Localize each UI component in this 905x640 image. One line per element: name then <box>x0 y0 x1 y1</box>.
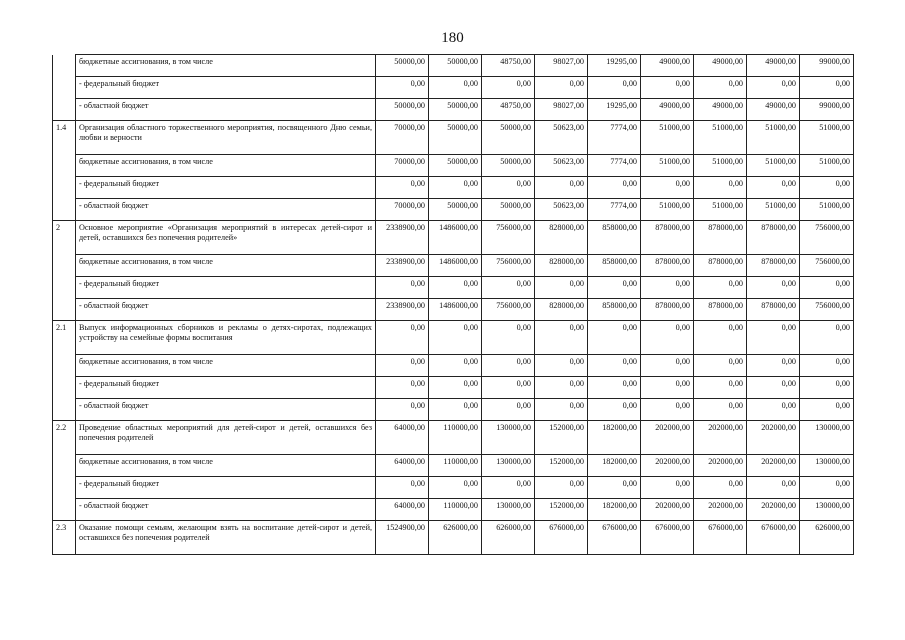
row-value: 676000,00 <box>747 521 800 555</box>
table-row <box>53 521 854 555</box>
row-value: 202000,00 <box>694 455 747 477</box>
budget-table-body <box>53 55 854 555</box>
row-value: 7774,00 <box>588 155 641 177</box>
row-code <box>53 477 76 499</box>
row-value: 878000,00 <box>694 299 747 321</box>
row-value: 0,00 <box>588 477 641 499</box>
row-description: бюджетные ассигнования, в том числе <box>76 155 376 177</box>
row-value: 0,00 <box>535 355 588 377</box>
row-value: 0,00 <box>747 355 800 377</box>
row-value: 202000,00 <box>747 455 800 477</box>
table-row <box>53 321 854 355</box>
row-value: 756000,00 <box>482 221 535 255</box>
row-value: 0,00 <box>694 77 747 99</box>
row-value: 182000,00 <box>588 455 641 477</box>
row-description: - областной бюджет <box>76 499 376 521</box>
row-value: 202000,00 <box>747 499 800 521</box>
table-row <box>53 455 854 477</box>
row-description: бюджетные ассигнования, в том числе <box>76 55 376 77</box>
row-code: 2.2 <box>53 421 76 455</box>
row-value: 0,00 <box>482 399 535 421</box>
row-value: 0,00 <box>800 355 854 377</box>
table-row <box>53 499 854 521</box>
row-value: 0,00 <box>482 355 535 377</box>
row-value: 0,00 <box>800 399 854 421</box>
row-value: 51000,00 <box>800 155 854 177</box>
row-value: 0,00 <box>376 321 429 355</box>
row-value: 828000,00 <box>535 255 588 277</box>
row-value: 49000,00 <box>747 99 800 121</box>
row-value: 0,00 <box>429 277 482 299</box>
row-value: 858000,00 <box>588 255 641 277</box>
row-value: 0,00 <box>429 377 482 399</box>
row-code <box>53 399 76 421</box>
row-value: 0,00 <box>376 277 429 299</box>
row-value: 0,00 <box>429 355 482 377</box>
row-value: 70000,00 <box>376 121 429 155</box>
row-value: 0,00 <box>641 477 694 499</box>
row-value: 0,00 <box>800 77 854 99</box>
row-value: 0,00 <box>588 321 641 355</box>
row-value: 0,00 <box>641 399 694 421</box>
row-value: 0,00 <box>800 477 854 499</box>
row-description: Выпуск информационных сборников и рекламы о детях-сиротах, подлежащих устройству на семейные формы воспитания <box>76 321 376 355</box>
row-code <box>53 455 76 477</box>
table-row <box>53 221 854 255</box>
row-value: 51000,00 <box>800 121 854 155</box>
row-description: - областной бюджет <box>76 199 376 221</box>
row-value: 202000,00 <box>747 421 800 455</box>
row-value: 19295,00 <box>588 55 641 77</box>
row-code: 2 <box>53 221 76 255</box>
row-value: 50000,00 <box>429 199 482 221</box>
row-value: 0,00 <box>747 277 800 299</box>
row-value: 0,00 <box>694 355 747 377</box>
row-value: 51000,00 <box>641 199 694 221</box>
row-value: 756000,00 <box>800 299 854 321</box>
row-value: 0,00 <box>535 399 588 421</box>
row-value: 0,00 <box>641 277 694 299</box>
row-value: 0,00 <box>535 477 588 499</box>
row-value: 202000,00 <box>641 455 694 477</box>
row-value: 130000,00 <box>800 421 854 455</box>
row-code <box>53 355 76 377</box>
row-value: 878000,00 <box>641 221 694 255</box>
row-value: 0,00 <box>800 277 854 299</box>
row-value: 50623,00 <box>535 121 588 155</box>
row-code: 1.4 <box>53 121 76 155</box>
row-value: 0,00 <box>694 377 747 399</box>
row-value: 64000,00 <box>376 499 429 521</box>
row-description: - областной бюджет <box>76 399 376 421</box>
row-code <box>53 277 76 299</box>
row-value: 51000,00 <box>694 199 747 221</box>
row-value: 828000,00 <box>535 221 588 255</box>
row-value: 110000,00 <box>429 421 482 455</box>
row-value: 130000,00 <box>482 455 535 477</box>
table-row <box>53 99 854 121</box>
row-value: 0,00 <box>376 177 429 199</box>
row-value: 50000,00 <box>429 155 482 177</box>
row-value: 0,00 <box>376 355 429 377</box>
row-value: 676000,00 <box>694 521 747 555</box>
row-value: 2338900,00 <box>376 255 429 277</box>
row-value: 2338900,00 <box>376 221 429 255</box>
row-value: 0,00 <box>482 477 535 499</box>
row-value: 0,00 <box>641 77 694 99</box>
row-code <box>53 255 76 277</box>
row-value: 676000,00 <box>641 521 694 555</box>
row-description: - федеральный бюджет <box>76 77 376 99</box>
row-value: 0,00 <box>588 277 641 299</box>
budget-table <box>52 54 854 555</box>
row-value: 49000,00 <box>694 55 747 77</box>
row-description: - федеральный бюджет <box>76 177 376 199</box>
row-value: 0,00 <box>800 321 854 355</box>
row-value: 0,00 <box>747 177 800 199</box>
row-value: 878000,00 <box>747 299 800 321</box>
row-value: 1486000,00 <box>429 221 482 255</box>
row-value: 202000,00 <box>694 421 747 455</box>
row-value: 828000,00 <box>535 299 588 321</box>
row-description: - федеральный бюджет <box>76 377 376 399</box>
row-description: Организация областного торжественного мероприятия, посвященного Дню семьи, любви и верности <box>76 121 376 155</box>
table-row <box>53 355 854 377</box>
row-description: - областной бюджет <box>76 299 376 321</box>
table-row <box>53 299 854 321</box>
row-value: 182000,00 <box>588 421 641 455</box>
row-value: 0,00 <box>694 321 747 355</box>
row-value: 0,00 <box>376 77 429 99</box>
row-value: 626000,00 <box>800 521 854 555</box>
row-code <box>53 55 76 77</box>
row-value: 51000,00 <box>800 199 854 221</box>
row-value: 50000,00 <box>376 55 429 77</box>
row-value: 49000,00 <box>747 55 800 77</box>
row-value: 858000,00 <box>588 221 641 255</box>
row-value: 0,00 <box>429 399 482 421</box>
row-code <box>53 77 76 99</box>
row-value: 878000,00 <box>694 255 747 277</box>
row-value: 130000,00 <box>482 421 535 455</box>
row-value: 0,00 <box>482 277 535 299</box>
row-value: 152000,00 <box>535 421 588 455</box>
row-description: Основное мероприятие «Организация мероприятий в интересах детей-сирот и детей, оставшихся без попечения родителей» <box>76 221 376 255</box>
row-value: 0,00 <box>588 399 641 421</box>
row-value: 50000,00 <box>376 99 429 121</box>
row-value: 1524900,00 <box>376 521 429 555</box>
row-value: 49000,00 <box>694 99 747 121</box>
table-row <box>53 421 854 455</box>
row-value: 878000,00 <box>641 255 694 277</box>
row-code: 2.3 <box>53 521 76 555</box>
row-value: 0,00 <box>482 77 535 99</box>
row-value: 0,00 <box>588 355 641 377</box>
row-value: 70000,00 <box>376 155 429 177</box>
row-value: 51000,00 <box>641 155 694 177</box>
table-row <box>53 399 854 421</box>
row-value: 1486000,00 <box>429 299 482 321</box>
row-value: 0,00 <box>482 377 535 399</box>
row-description: Проведение областных мероприятий для детей-сирот и детей, оставшихся без попечения родителей <box>76 421 376 455</box>
row-value: 99000,00 <box>800 55 854 77</box>
row-code <box>53 499 76 521</box>
page-number: 180 <box>441 30 464 46</box>
row-value: 70000,00 <box>376 199 429 221</box>
row-code <box>53 199 76 221</box>
row-value: 50000,00 <box>429 121 482 155</box>
row-value: 64000,00 <box>376 421 429 455</box>
row-value: 0,00 <box>376 377 429 399</box>
row-value: 50000,00 <box>429 55 482 77</box>
row-value: 50623,00 <box>535 155 588 177</box>
table-row <box>53 477 854 499</box>
row-value: 48750,00 <box>482 99 535 121</box>
row-value: 64000,00 <box>376 455 429 477</box>
row-value: 50000,00 <box>429 99 482 121</box>
row-value: 50000,00 <box>482 199 535 221</box>
row-value: 0,00 <box>747 321 800 355</box>
row-value: 99000,00 <box>800 99 854 121</box>
row-value: 98027,00 <box>535 55 588 77</box>
row-value: 756000,00 <box>800 221 854 255</box>
row-code <box>53 155 76 177</box>
row-value: 0,00 <box>588 77 641 99</box>
row-value: 0,00 <box>376 399 429 421</box>
row-value: 51000,00 <box>747 121 800 155</box>
row-value: 0,00 <box>482 321 535 355</box>
row-value: 0,00 <box>429 321 482 355</box>
row-value: 878000,00 <box>747 221 800 255</box>
row-value: 0,00 <box>747 77 800 99</box>
row-value: 110000,00 <box>429 499 482 521</box>
table-row <box>53 55 854 77</box>
row-value: 152000,00 <box>535 499 588 521</box>
row-value: 756000,00 <box>482 299 535 321</box>
row-code <box>53 177 76 199</box>
row-value: 202000,00 <box>694 499 747 521</box>
row-value: 0,00 <box>535 377 588 399</box>
row-value: 51000,00 <box>694 155 747 177</box>
row-value: 0,00 <box>535 77 588 99</box>
row-value: 110000,00 <box>429 455 482 477</box>
table-row <box>53 77 854 99</box>
row-value: 202000,00 <box>641 499 694 521</box>
row-value: 878000,00 <box>694 221 747 255</box>
row-value: 7774,00 <box>588 199 641 221</box>
row-value: 0,00 <box>641 321 694 355</box>
row-value: 130000,00 <box>482 499 535 521</box>
row-code <box>53 99 76 121</box>
row-value: 19295,00 <box>588 99 641 121</box>
row-value: 676000,00 <box>588 521 641 555</box>
row-value: 878000,00 <box>747 255 800 277</box>
row-description: бюджетные ассигнования, в том числе <box>76 255 376 277</box>
row-value: 756000,00 <box>482 255 535 277</box>
row-value: 756000,00 <box>800 255 854 277</box>
table-row <box>53 199 854 221</box>
row-value: 0,00 <box>641 377 694 399</box>
row-value: 51000,00 <box>694 121 747 155</box>
row-code: 2.1 <box>53 321 76 355</box>
row-description: - федеральный бюджет <box>76 277 376 299</box>
row-value: 0,00 <box>429 477 482 499</box>
row-value: 0,00 <box>482 177 535 199</box>
row-value: 878000,00 <box>641 299 694 321</box>
row-value: 0,00 <box>535 321 588 355</box>
row-value: 0,00 <box>429 177 482 199</box>
row-description: бюджетные ассигнования, в том числе <box>76 455 376 477</box>
row-value: 0,00 <box>429 77 482 99</box>
row-value: 7774,00 <box>588 121 641 155</box>
row-value: 50000,00 <box>482 155 535 177</box>
row-value: 0,00 <box>641 177 694 199</box>
row-value: 51000,00 <box>747 199 800 221</box>
row-description: Оказание помощи семьям, желающим взять на воспитание детей-сирот и детей, оставшихся без попечения родителей <box>76 521 376 555</box>
row-value: 49000,00 <box>641 55 694 77</box>
row-value: 51000,00 <box>641 121 694 155</box>
row-value: 0,00 <box>641 355 694 377</box>
row-value: 152000,00 <box>535 455 588 477</box>
row-value: 49000,00 <box>641 99 694 121</box>
row-value: 48750,00 <box>482 55 535 77</box>
row-value: 0,00 <box>694 277 747 299</box>
row-value: 1486000,00 <box>429 255 482 277</box>
row-value: 50000,00 <box>482 121 535 155</box>
row-value: 2338900,00 <box>376 299 429 321</box>
row-value: 0,00 <box>694 477 747 499</box>
row-value: 51000,00 <box>747 155 800 177</box>
row-value: 0,00 <box>747 477 800 499</box>
row-value: 0,00 <box>747 399 800 421</box>
row-value: 0,00 <box>376 477 429 499</box>
table-row <box>53 121 854 155</box>
row-value: 130000,00 <box>800 455 854 477</box>
table-row <box>53 155 854 177</box>
table-row <box>53 177 854 199</box>
row-code <box>53 299 76 321</box>
table-row <box>53 377 854 399</box>
row-value: 130000,00 <box>800 499 854 521</box>
row-value: 202000,00 <box>641 421 694 455</box>
row-value: 0,00 <box>747 377 800 399</box>
row-description: бюджетные ассигнования, в том числе <box>76 355 376 377</box>
row-value: 0,00 <box>694 399 747 421</box>
row-value: 182000,00 <box>588 499 641 521</box>
row-value: 0,00 <box>535 277 588 299</box>
row-value: 0,00 <box>588 177 641 199</box>
table-row <box>53 277 854 299</box>
row-value: 626000,00 <box>482 521 535 555</box>
row-value: 676000,00 <box>535 521 588 555</box>
row-code <box>53 377 76 399</box>
row-value: 98027,00 <box>535 99 588 121</box>
row-value: 50623,00 <box>535 199 588 221</box>
row-value: 0,00 <box>535 177 588 199</box>
row-value: 626000,00 <box>429 521 482 555</box>
row-value: 858000,00 <box>588 299 641 321</box>
row-description: - областной бюджет <box>76 99 376 121</box>
row-value: 0,00 <box>694 177 747 199</box>
row-value: 0,00 <box>800 177 854 199</box>
row-description: - федеральный бюджет <box>76 477 376 499</box>
table-row <box>53 255 854 277</box>
row-value: 0,00 <box>800 377 854 399</box>
row-value: 0,00 <box>588 377 641 399</box>
